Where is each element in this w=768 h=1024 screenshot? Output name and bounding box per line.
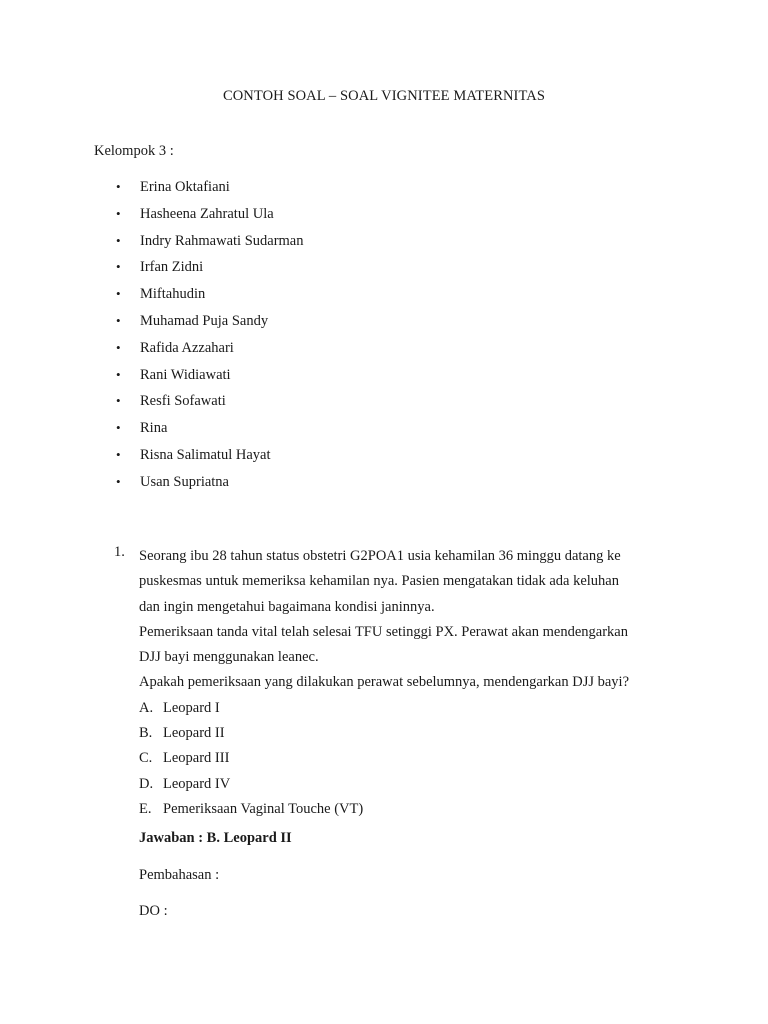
group-label: Kelompok 3 : <box>94 143 174 159</box>
bullet-icon: • <box>116 473 121 489</box>
list-item <box>114 205 304 232</box>
bullet-icon: • <box>116 312 121 328</box>
option-item <box>139 797 679 822</box>
list-item <box>114 232 304 259</box>
list-item <box>114 446 304 473</box>
option-text: Leopard II <box>163 725 225 742</box>
member-name: Risna Salimatul Hayat <box>140 446 271 463</box>
member-name: Indry Rahmawati Sudarman <box>140 232 304 249</box>
answer-key: Jawaban : B. Leopard II <box>139 830 292 846</box>
list-item <box>114 473 304 500</box>
option-item <box>139 721 679 746</box>
option-item <box>139 746 679 771</box>
answer-options <box>139 696 679 822</box>
list-item <box>114 312 304 339</box>
bullet-icon: • <box>116 420 121 436</box>
list-item <box>114 178 304 205</box>
member-name: Hasheena Zahratul Ula <box>140 205 274 222</box>
bullet-icon: • <box>116 259 121 275</box>
list-item <box>114 392 304 419</box>
option-item <box>139 696 679 721</box>
option-item <box>139 772 679 797</box>
bullet-icon: • <box>116 339 121 355</box>
question-text-line: Pemeriksaan tanda vital telah selesai TFU setinggi PX. Perawat akan mendengarkan <box>139 623 628 640</box>
option-letter: D. <box>139 775 154 792</box>
list-item <box>114 339 304 366</box>
bullet-icon: • <box>116 232 121 248</box>
question-text-line: Apakah pemeriksaan yang dilakukan perawat sebelumnya, mendengarkan DJJ bayi? <box>139 674 630 691</box>
option-text: Leopard III <box>163 750 230 767</box>
option-letter: E. <box>139 800 152 817</box>
question-text-line: Seorang ibu 28 tahun status obstetri G2POA1 usia kehamilan 36 minggu datang ke <box>139 548 621 564</box>
do-label: DO : <box>139 903 168 919</box>
option-text: Pemeriksaan Vaginal Touche (VT) <box>163 800 364 817</box>
option-text: Leopard I <box>163 699 220 716</box>
option-letter: C. <box>139 750 153 767</box>
member-name: Resfi Sofawati <box>140 393 226 410</box>
bullet-icon: • <box>116 205 121 221</box>
question-text-line: puskesmas untuk memeriksa kehamilan nya. Pasien mengatakan tidak ada keluhan <box>139 573 619 590</box>
discussion-label: Pembahasan : <box>139 867 220 883</box>
member-name: Erina Oktafiani <box>140 179 230 195</box>
member-name: Irfan Zidni <box>140 259 204 276</box>
member-name: Usan Supriatna <box>140 473 229 490</box>
list-item <box>114 258 304 285</box>
member-name: Rafida Azzahari <box>140 339 234 356</box>
question-number: 1. <box>114 544 125 560</box>
bullet-icon: • <box>116 366 121 382</box>
list-item <box>114 285 304 312</box>
bullet-icon: • <box>116 393 121 409</box>
question-text-line: DJJ bayi menggunakan leanec. <box>139 649 319 666</box>
question-text-line: dan ingin mengetahui bagaimana kondisi janinnya. <box>139 598 435 615</box>
bullet-icon: • <box>116 179 121 194</box>
question-body <box>139 544 679 822</box>
list-item <box>114 419 304 446</box>
option-letter: B. <box>139 725 153 742</box>
list-item <box>114 366 304 393</box>
bullet-icon: • <box>116 286 121 302</box>
bullet-icon: • <box>116 446 121 462</box>
option-letter: A. <box>139 699 154 716</box>
member-name: Rina <box>140 420 168 437</box>
option-text: Leopard IV <box>163 775 231 792</box>
page-title: CONTOH SOAL – SOAL VIGNITEE MATERNITAS <box>222 88 546 104</box>
member-name: Muhamad Puja Sandy <box>140 312 269 329</box>
member-name: Rani Widiawati <box>140 366 231 383</box>
member-list <box>114 178 304 500</box>
member-name: Miftahudin <box>140 286 206 303</box>
